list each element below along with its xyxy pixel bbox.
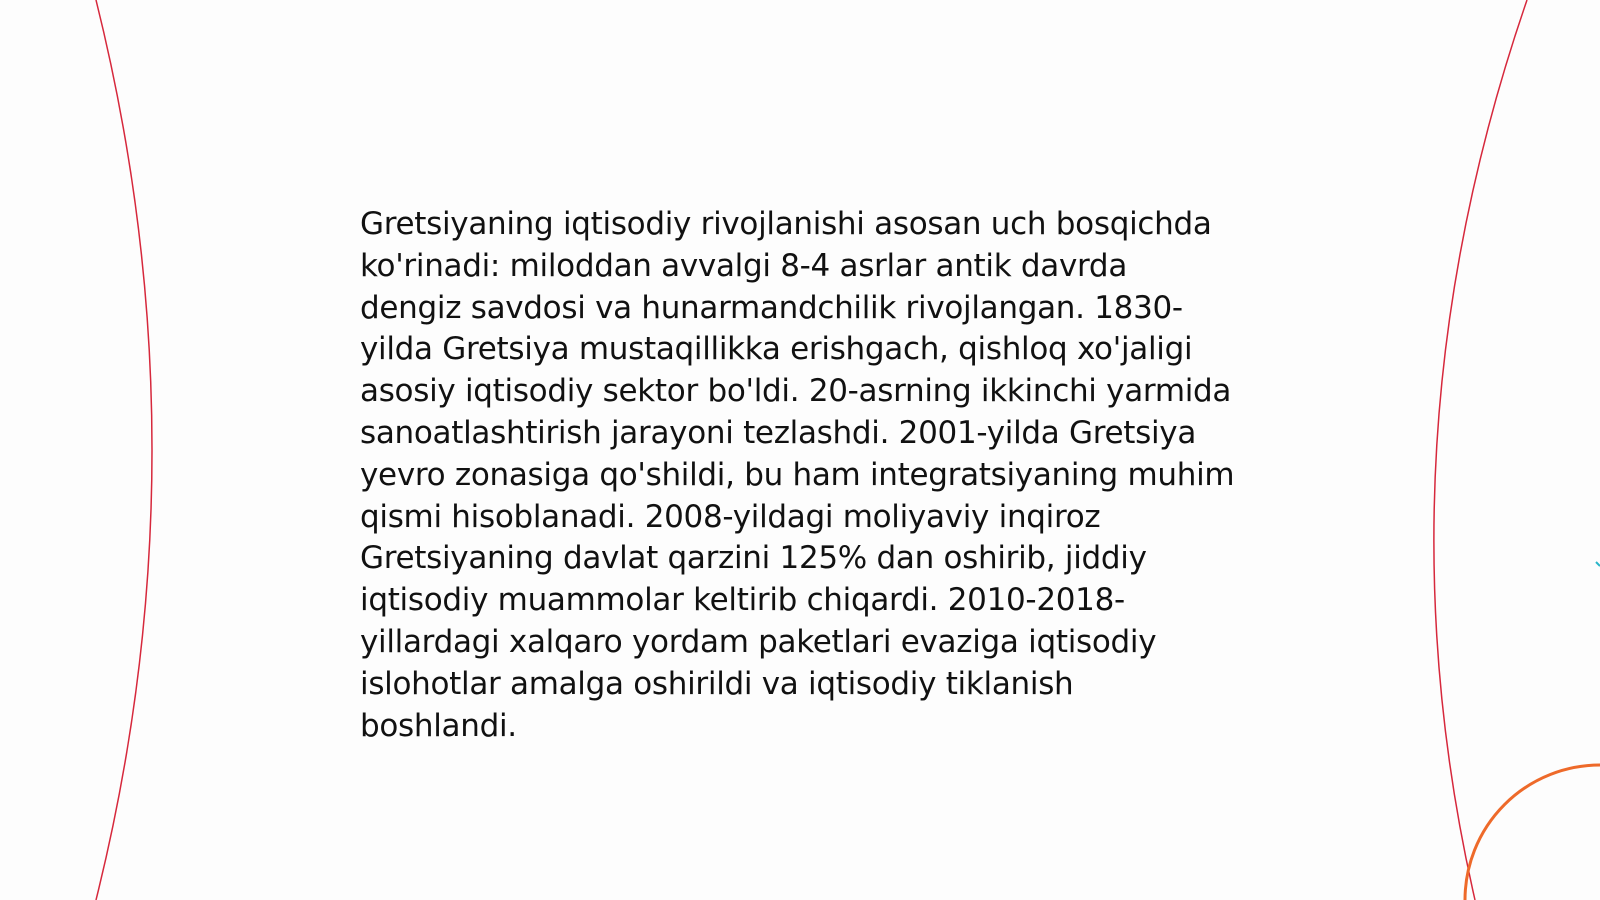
orange-circle-arc [1465, 765, 1600, 900]
body-paragraph: Gretsiyaning iqtisodiy rivojlanishi asosan uch bosqichda ko'rinadi: miloddan avvalgi 8-4 asrlar antik davrda dengiz savdosi va hunarmandchilik rivojlangan. 1830-yilda Gretsiya mustaqillikka erishgach, qishloq xo'jaligi asosiy iqtisodiy sektor bo'ldi. 20-asrning ikkinchi yarmida sanoatlashtirish jarayoni tezlashdi. 2001-yilda Gretsiya yevro zonasiga qo'shildi, bu ham integratsiyaning muhim qismi hisoblanadi. 2008-yildagi moliyaviy inqiroz Gretsiyaning davlat qarzini 125% dan oshirib, jiddiy iqtisodiy muammolar keltirib chiqardi. 2010-2018-yillardagi xalqaro yordam paketlari evaziga iqtisodiy islohotlar amalga oshirildi va iqtisodiy tiklanish boshlandi. [360, 206, 1235, 744]
right-red-curve [1434, 0, 1527, 900]
teal-accent-mark [1596, 562, 1600, 566]
left-red-curve [96, 0, 152, 900]
